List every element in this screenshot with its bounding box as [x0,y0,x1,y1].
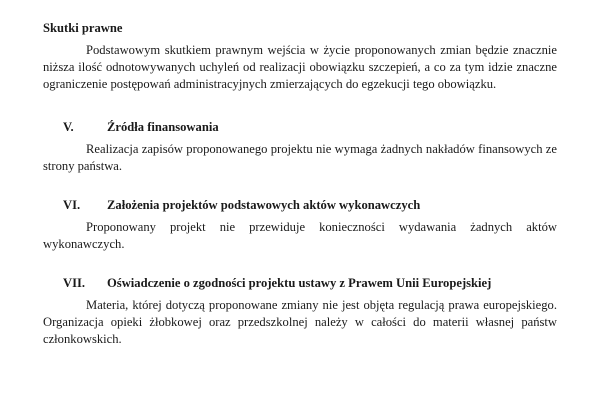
section-number: VI. [63,198,81,212]
document-page [43,0,557,348]
section-heading-vii [43,275,557,292]
section-heading-skutki-prawne: Skutki prawne [43,21,123,35]
section-body-v: Realizacja zapisów proponowanego projektu nie wymaga żadnych nakładów finansowych ze strony państwa. [43,142,557,173]
section-number: V. [63,120,74,134]
section-title: Oświadczenie o zgodności projektu ustawy z Prawem Unii Europejskiej [107,276,492,290]
section-number: VII. [63,276,86,290]
section-title: Źródła finansowania [107,120,219,134]
section-body-vii: Materia, której dotyczą proponowane zmiany nie jest objęta regulacją prawa europejskiego. Organizacja opieki żłobkowej oraz przedszkolnej należy w całości do materii własnej państw członkowskich. [43,298,557,346]
section-body-vi: Proponowany projekt nie przewiduje konieczności wydawania żadnych aktów wykonawczych. [43,220,557,251]
section-heading-v [43,119,557,136]
section-title: Założenia projektów podstawowych aktów wykonawczych [107,198,421,212]
section-heading-vi [43,197,557,214]
section-body-skutki-prawne: Podstawowym skutkiem prawnym wejścia w życie proponowanych zmian będzie znacznie niższa ilość odnotowywanych uchyleń od realizacji obowiązku szczepień, a co za tym idzie znaczne ograniczenie postępowań administracyjnych zmierzających do egzekucji tego obowiązku. [43,43,557,91]
